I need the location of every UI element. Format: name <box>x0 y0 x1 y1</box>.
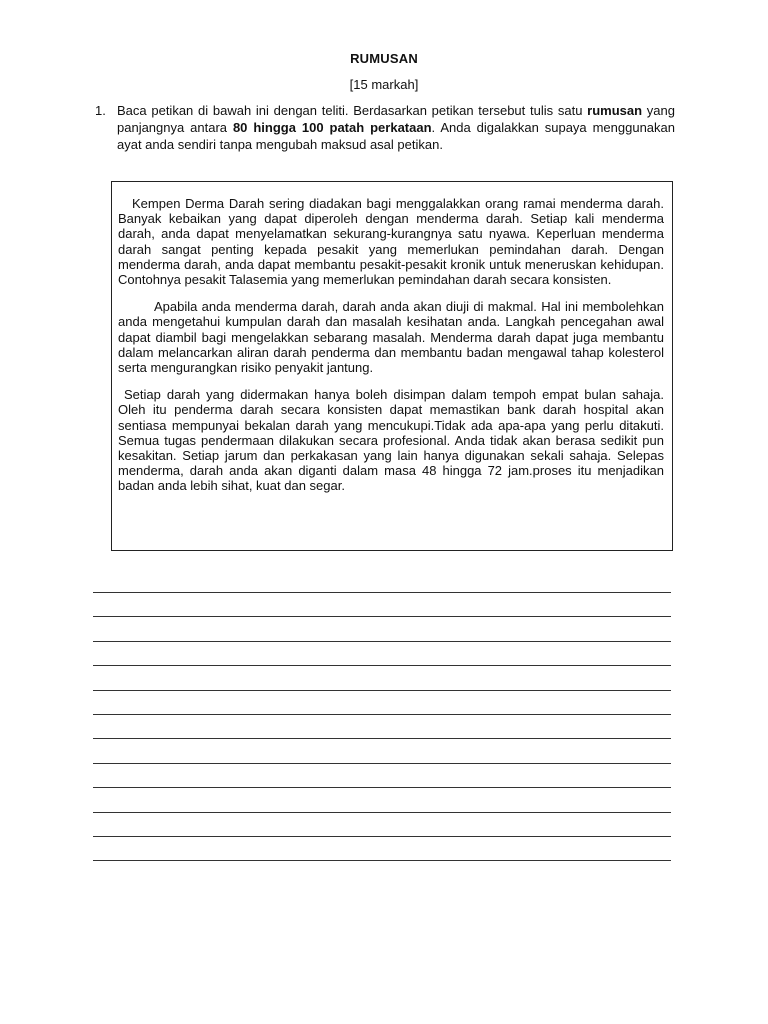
question-bold-word-count: 80 hingga 100 patah perkataan <box>232 120 432 135</box>
answer-line[interactable] <box>93 836 671 837</box>
question-text-part2: yang panjangnya antara <box>117 103 675 135</box>
question-block <box>95 102 675 153</box>
answer-line[interactable] <box>93 665 671 666</box>
question-number: 1. <box>95 103 106 118</box>
answer-line[interactable] <box>93 714 671 715</box>
answer-line[interactable] <box>93 641 671 642</box>
answer-line[interactable] <box>93 690 671 691</box>
answer-line[interactable] <box>93 812 671 813</box>
marks-label: [15 markah] <box>349 77 419 92</box>
question-text-part1: Baca petikan di bawah ini dengan teliti. Berdasarkan petikan tersebut tulis satu <box>117 103 588 118</box>
question-bold-rumusan: rumusan <box>587 103 643 118</box>
answer-lines[interactable] <box>93 592 671 885</box>
answer-line[interactable] <box>93 616 671 617</box>
question-text-part3: . Anda digalakkan supaya menggunakan ayat anda sendiri tanpa mengubah maksud asal petikan. <box>117 120 675 152</box>
page-title: RUMUSAN <box>350 51 418 66</box>
answer-line[interactable] <box>93 763 671 764</box>
passage-box <box>111 181 673 551</box>
answer-line[interactable] <box>93 787 671 788</box>
answer-line[interactable] <box>93 738 671 739</box>
answer-line[interactable] <box>93 860 671 861</box>
passage-paragraph-1: Kempen Derma Darah sering diadakan bagi menggalakkan orang ramai menderma darah. Banyak kebaikan yang dapat diperoleh dengan menderma darah. Setiap kali menderma darah, anda dapat menyelamatkan sekurang-kurangnya satu nyawa. Keperluan menderma darah sangat penting kepada pesakit yang memerlukan pemindahan darah. Dengan menderma darah, anda dapat membantu pesakit-pesakit kronik untuk meneruskan kehidupan. Contohnya pesakit Talasemia yang memerlukan pemindahan darah secara konsisten. <box>118 196 664 288</box>
passage-paragraph-2: Apabila anda menderma darah, darah anda akan diuji di makmal. Hal ini membolehkan anda mengetahui kumpulan darah dan masalah kesihatan anda. Langkah pencegahan awal dapat diambil bagi mengelakkan sebarang masalah. Menderma darah dapat juga membantu dalam melancarkan aliran darah penderma dan membantu badan mengawal tahap kolesterol serta mengurangkan risiko penyakit jantung. <box>118 299 664 376</box>
question-text <box>117 102 675 153</box>
passage-paragraph-3: Setiap darah yang didermakan hanya boleh disimpan dalam tempoh empat bulan sahaja. Oleh itu penderma darah secara konsisten dapat memastikan bank darah hospital akan sentiasa mempunyai bekalan darah yang mencukupi.Tidak ada apa-apa yang perlu ditakuti. Semua tugas pendermaan dilakukan secara profesional. Anda tidak akan berasa sedikit pun kesakitan. Setiap jarum dan perkakasan yang lain hanya digunakan sekali sahaja. Selepas menderma, darah anda akan diganti dalam masa 48 hingga 72 jam.proses itu menjadikan badan anda lebih sihat, kuat dan segar. <box>118 387 664 494</box>
answer-line[interactable] <box>93 592 671 593</box>
